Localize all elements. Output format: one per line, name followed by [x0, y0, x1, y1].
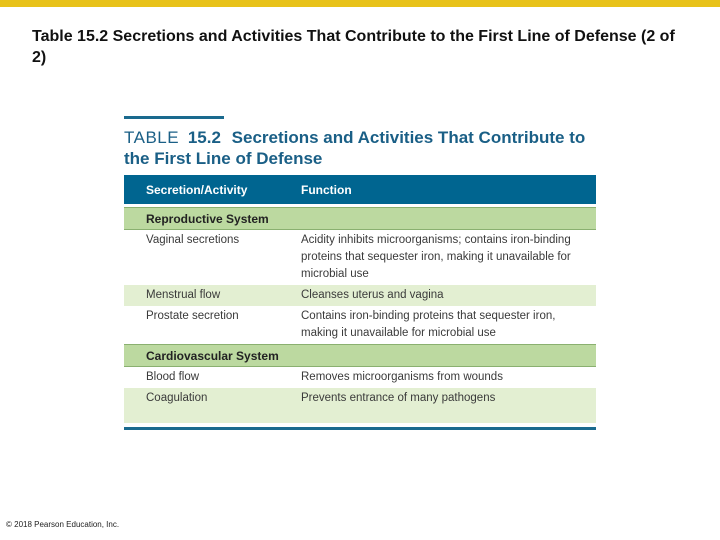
section-label: Reproductive System — [146, 211, 269, 226]
activity-cell: Menstrual flow — [146, 289, 221, 301]
table-figure — [124, 116, 596, 430]
header-function: Function — [301, 182, 352, 197]
table-row — [124, 230, 596, 285]
activity-cell: Vaginal secretions — [146, 234, 240, 246]
slide-title: Table 15.2 Secretions and Activities That Contribute to the First Line of Defense (2 of 2) — [32, 28, 675, 66]
section-cardiovascular-system — [124, 344, 596, 367]
function-cell: Prevents entrance of many pathogens — [301, 392, 496, 404]
table-bottom-rule — [124, 427, 596, 430]
table-row — [124, 367, 596, 388]
table-row — [124, 285, 596, 306]
section-reproductive-system — [124, 207, 596, 230]
table-title — [124, 127, 596, 169]
activity-cell: Blood flow — [146, 371, 200, 383]
table-label-number: 15.2 — [187, 128, 221, 147]
table-label-word: TABLE — [124, 128, 180, 147]
function-cell: Cleanses uterus and vagina — [301, 289, 444, 301]
activity-cell: Coagulation — [146, 392, 208, 404]
function-cell: Contains iron-binding proteins that sequester iron, making it unavailable for microbial use — [301, 310, 556, 339]
table-title-text: Secretions and Activities That Contribute to the First Line of Defense — [124, 128, 586, 168]
activity-cell: Prostate secretion — [146, 310, 239, 322]
top-accent-bar — [0, 0, 720, 7]
table-header-row — [124, 175, 596, 207]
table-row — [124, 306, 596, 344]
function-cell: Removes microorganisms from wounds — [301, 371, 503, 383]
copyright-notice: © 2018 Pearson Education, Inc. — [6, 520, 120, 529]
function-cell: Acidity inhibits microorganisms; contains iron-binding proteins that sequester iron, making it unavailable for microbial use — [301, 234, 571, 280]
section-label: Cardiovascular System — [146, 348, 279, 363]
table-filler-row — [124, 409, 596, 423]
table-row — [124, 388, 596, 409]
table-accent-line — [124, 116, 224, 119]
header-secretion-activity: Secretion/Activity — [146, 182, 248, 197]
